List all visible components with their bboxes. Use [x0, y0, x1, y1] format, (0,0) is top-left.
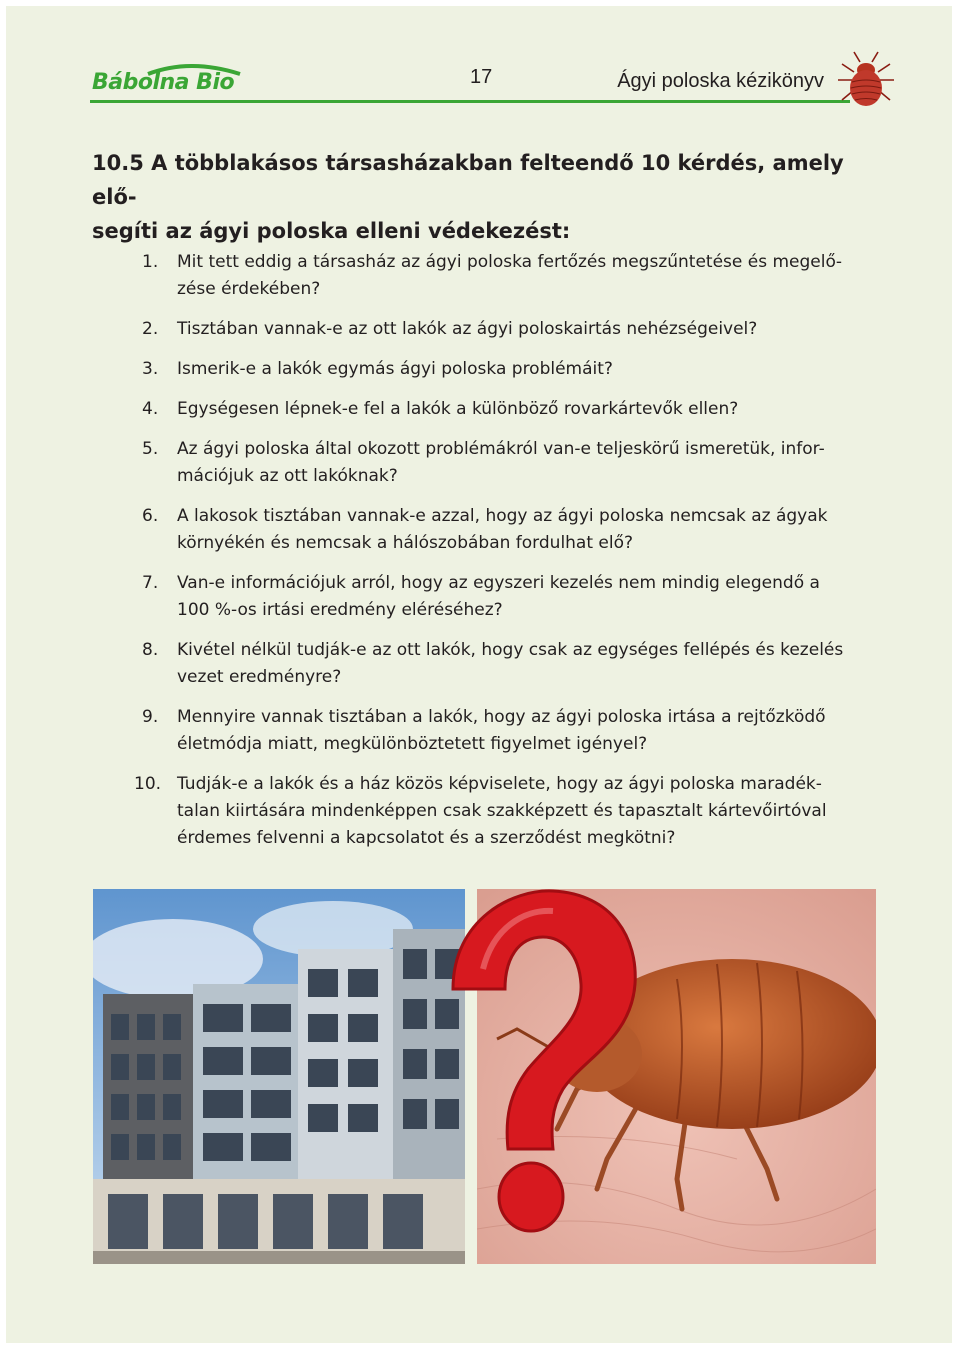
item-text: 100 %-os irtási eredmény eléréséhez? — [177, 600, 503, 620]
item-text: Tisztában vannak-e az ott lakók az ágyi poloskairtás nehézségeivel? — [177, 319, 758, 339]
item-number: 1. — [142, 252, 159, 272]
item-text: Mennyire vannak tisztában a lakók, hogy az ágyi poloska irtása a rejtőzködő — [177, 707, 826, 727]
section-title — [92, 146, 882, 248]
illustration — [93, 889, 876, 1264]
item-number: 8. — [142, 640, 159, 660]
item-number: 4. — [142, 399, 159, 419]
apartment-building-image — [93, 889, 465, 1264]
section-title-line: segíti az ágyi poloska elleni védekezést: — [92, 219, 571, 243]
question-mark-icon — [413, 879, 643, 1249]
item-text: talan kiirtására mindenképpen csak szakképzett és tapasztalt kártevőirtóval — [177, 801, 827, 821]
item-text: Tudják-e a lakók és a ház közös képviselete, hogy az ágyi poloska maradék- — [177, 774, 822, 794]
item-text: érdemes felvenni a kapcsolatot és a szerződést megkötni? — [177, 828, 676, 848]
item-text: környékén és nemcsak a hálószobában fordulhat elő? — [177, 533, 634, 553]
list-item — [140, 316, 880, 343]
item-number: 7. — [142, 573, 159, 593]
item-text: Kivétel nélkül tudják-e az ott lakók, hogy csak az egységes fellépés és kezelés — [177, 640, 844, 660]
list-item — [140, 436, 880, 490]
item-number: 2. — [142, 319, 159, 339]
header-divider — [90, 100, 850, 103]
list-item — [140, 356, 880, 383]
item-text: A lakosok tisztában vannak-e azzal, hogy az ágyi poloska nemcsak az ágyak — [177, 506, 828, 526]
item-number: 3. — [142, 359, 159, 379]
page-number: 17 — [470, 66, 493, 88]
question-list — [134, 249, 880, 865]
list-item — [140, 637, 880, 691]
list-item — [134, 771, 880, 852]
logo-text: Bábolna Bio — [92, 70, 235, 95]
item-text: Az ágyi poloska által okozott problémákról van-e teljeskörű ismeretük, infor- — [177, 439, 825, 459]
page — [6, 6, 952, 1343]
list-item — [140, 503, 880, 557]
item-text: Mit tett eddig a társasház az ágyi poloska fertőzés megszűntetése és megelő- — [177, 252, 843, 272]
item-text: Ismerik-e a lakók egymás ágyi poloska problémáit? — [177, 359, 613, 379]
item-number: 5. — [142, 439, 159, 459]
babolna-bio-logo — [90, 64, 250, 98]
section-title-line: 10.5 A többlakásos társasházakban felteendő 10 kérdés, amely elő- — [92, 151, 844, 209]
item-number: 9. — [142, 707, 159, 727]
item-text: mációjuk az ott lakóknak? — [177, 466, 398, 486]
list-item — [140, 704, 880, 758]
item-text: zése érdekében? — [177, 279, 321, 299]
item-text: Egységesen lépnek-e fel a lakók a különböző rovarkártevők ellen? — [177, 399, 739, 419]
list-item — [140, 396, 880, 423]
item-text: vezet eredményre? — [177, 667, 342, 687]
bed-bug-icon — [834, 50, 898, 114]
running-title: Ágyi poloska kézikönyv — [617, 70, 824, 92]
page-header — [90, 56, 880, 104]
list-item — [140, 570, 880, 624]
item-number: 10. — [134, 774, 162, 794]
item-text: életmódja miatt, megkülönböztetett figyelmet igényel? — [177, 734, 648, 754]
item-number: 6. — [142, 506, 159, 526]
list-item — [140, 249, 880, 303]
item-text: Van-e információjuk arról, hogy az egyszeri kezelés nem mindig elegendő a — [177, 573, 820, 593]
